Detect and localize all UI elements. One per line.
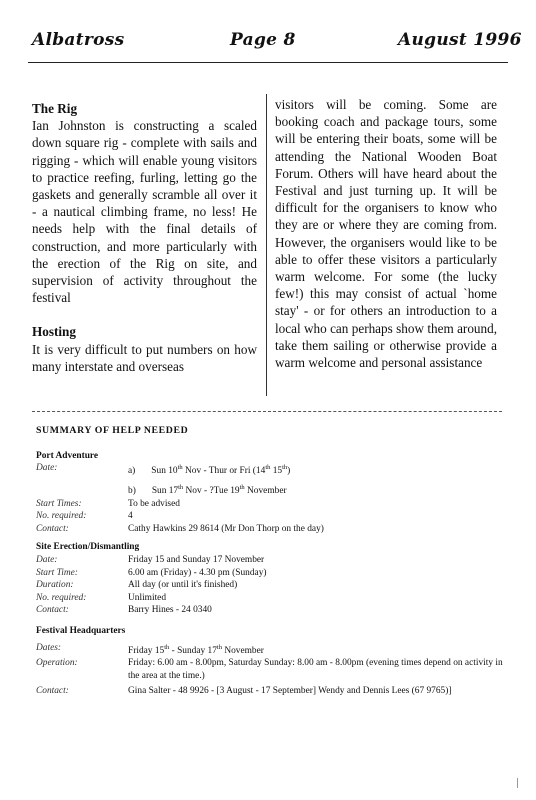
- hosting-paragraph: It is very difficult to put numbers on how many interstate and overseas: [32, 341, 257, 374]
- field-value: b) Sun 17th Nov - ?Tue 19th November: [128, 483, 287, 497]
- header-rule: [28, 62, 508, 63]
- site-contact-row: Contact: Barry Hines - 24 0340: [36, 605, 212, 616]
- hq-contact-row: Contact: Gina Salter - 48 9926 - [3 August - 17 September] Wendy and Dennis Lees (67 9765)]: [36, 686, 452, 697]
- site-date-row: Date: Friday 15 and Sunday 17 November: [36, 555, 265, 565]
- site-erection-heading: Site Erection/Dismantling: [36, 542, 140, 553]
- right-column: [275, 96, 497, 371]
- visitors-paragraph: visitors will be coming. Some are booking coach and package tours, some will be entering their boats, some will be attending the National Wooden Boat Forum. Others will have heard about the Festival and just turning up. It will be difficult for the organisers to know who they are or where they are coming from. However, the organisers would like to be able to offer these visitors a particularly warm welcome. For some (the lucky few!) this may consist of actual `home stay' - or for others an introduction to a local who can perhaps show them around, take them sailing or otherwise provide a warm welcome and personal assistance: [275, 97, 497, 371]
- hq-dates-row: Dates: Friday 15th - Sunday 17th November: [36, 642, 264, 656]
- site-start-row: Start Time: 6.00 am (Friday) - 4.30 pm (Sunday): [36, 567, 267, 578]
- help-summary: [36, 425, 506, 698]
- section-divider: [32, 411, 502, 412]
- site-duration-row: Duration: All day (or until it's finished): [36, 580, 238, 591]
- port-start-row: Start Times: To be advised: [36, 498, 180, 509]
- port-date-row-a: [36, 462, 506, 478]
- hosting-heading: Hosting: [32, 324, 76, 340]
- rig-heading: The Rig: [32, 101, 78, 116]
- port-number-row: No. required: 4: [36, 511, 133, 522]
- summary-title: SUMMARY OF HELP NEEDED: [36, 425, 189, 436]
- field-value: a) Sun 10th Nov - Thur or Fri (14th 15th): [128, 464, 291, 477]
- hq-operation-row: Operation: Friday: 6.00 am - 8.00pm, Saturday Sunday: 8.00 am - 8.00pm (evening times depend on activity in the area at the time.): [36, 658, 503, 681]
- column-divider: [266, 94, 267, 396]
- port-date-row-b: [36, 482, 506, 498]
- left-column: [32, 100, 257, 375]
- page-number: Page 8: [230, 30, 296, 50]
- field-label: Date:: [36, 463, 58, 474]
- festival-hq-heading: Festival Headquarters: [36, 625, 126, 636]
- rig-paragraph: Ian Johnston is constructing a scaled down square rig - complete with sails and rigging - which will enable young visitors to practice reefing, furling, letting go the gaskets and generally scramble all over it - a nautical climbing frame, no less! He needs help with the final details of construction, and more particularly with the erection of the Rig on site, and supervision of activity throughout the festival: [32, 118, 257, 306]
- issue-date: August 1996: [398, 30, 522, 50]
- port-contact-row: Contact: Cathy Hawkins 29 8614 (Mr Don Thorp on the day): [36, 523, 324, 534]
- newsletter-name: Albatross: [32, 30, 125, 50]
- port-adventure-heading: Port Adventure: [36, 450, 99, 461]
- site-number-row: No. required: Unlimited: [36, 592, 167, 603]
- crop-mark: [517, 778, 526, 788]
